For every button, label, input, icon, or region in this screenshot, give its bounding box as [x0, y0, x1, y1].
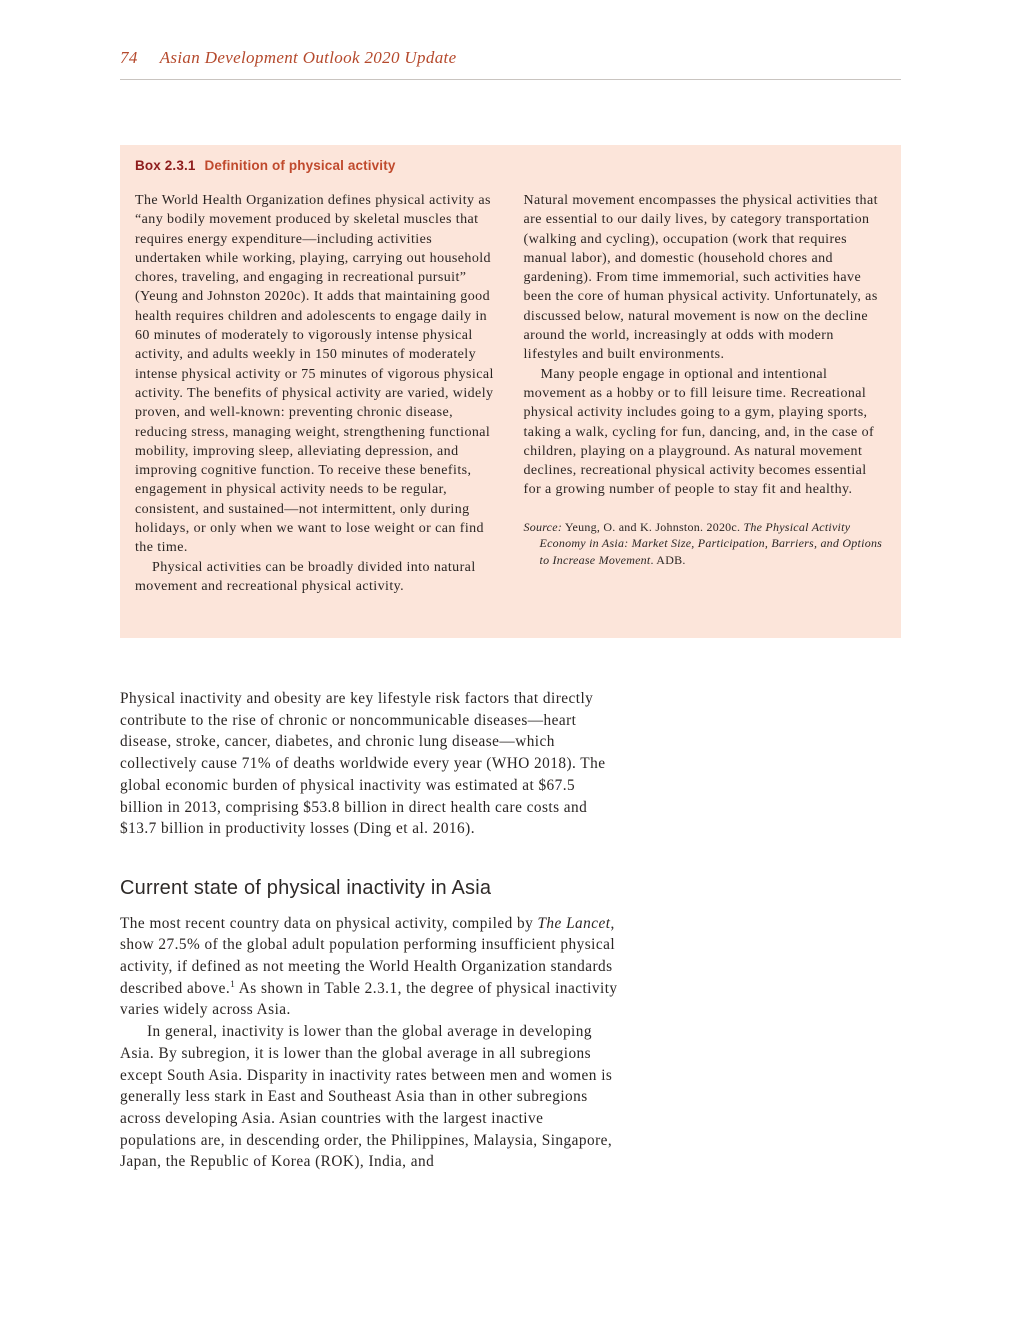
section-heading: Current state of physical inactivity in Asia	[120, 876, 492, 899]
box-2-3-1	[120, 145, 901, 638]
body-paragraph-1: Physical inactivity and obesity are key lifestyle risk factors that directly contribute to the rise of chronic or noncommunicable diseases—heart disease, stroke, cancer, diabetes, and chronic lung disease—which collectively cause 71% of deaths worldwide every year (WHO 2018). The global economic burden of physical inactivity was estimated at $67.5 billion in 2013, comprising $53.8 billion in direct health care costs and $13.7 billion in productivity losses (Ding et al. 2016).	[120, 690, 606, 838]
body-paragraph-2-mid: , show 27.5% of the global adult population performing insufficient physical activity, if defined as not meeting the World Health Organization standards described above.	[120, 914, 616, 997]
source-publisher: . ADB.	[650, 552, 686, 567]
box-columns	[135, 191, 886, 596]
body-paragraph-2-post: As shown in Table 2.3.1, the degree of physical inactivity varies widely across Asia.	[120, 979, 618, 1019]
running-title: Asian Development Outlook 2020 Update	[159, 48, 457, 67]
box-left-paragraph-1: The World Health Organization defines physical activity as “any bodily movement produced by skeletal muscles that requires energy expenditure—including activities undertaken while working, playing, carrying out household chores, traveling, and engaging in recreational pursuit” (Yeung and Johnston 2020c). It adds that maintaining good health requires children and adolescents to engage daily in 60 minutes of moderately to vigorously intense physical activity, and adults weekly in 150 minutes of moderately intense physical activity or 75 minutes of vigorous physical activity. The benefits of physical activity are varied, widely proven, and well-known: preventing chronic disease, reducing stress, managing weight, strengthening functional mobility, improving sleep, alleviating depression, and improving cognitive function. To receive these benefits, engagement in physical activity needs to be regular, consistent, and sustained—not intermittent, only during holidays, or only when we want to lose weight or can find the time.	[135, 193, 494, 556]
source-title: The Physical Activity Economy in Asia: Market Size, Participation, Barriers, and Options to Increase Movement	[539, 519, 883, 567]
body-paragraph-2-pre: The most recent country data on physical activity, compiled by	[120, 914, 538, 932]
body-paragraph-2	[120, 913, 618, 1022]
box-right-paragraph-1: Natural movement encompasses the physical activities that are essential to our daily lives, by category transportation (walking and cycling), occupation (work that requires manual labor), and domestic (household chores and gardening). From time immemorial, such activities have been the core of human physical activity. Unfortunately, as discussed below, natural movement is now on the decline around the world, increasingly at odds with modern lifestyles and built environments.	[523, 193, 878, 363]
box-left-paragraph-2: Physical activities can be broadly divided into natural movement and recreational physical activity.	[135, 559, 476, 594]
box-heading-text: Definition of physical activity	[204, 158, 396, 173]
box-left-column	[135, 191, 498, 596]
box-label: Box 2.3.1	[135, 158, 196, 173]
page-number: 74	[120, 48, 138, 67]
box-title	[135, 158, 886, 173]
footnote-marker: 1	[230, 979, 236, 990]
body-paragraph-3: In general, inactivity is lower than the global average in developing Asia. By subregion, it is lower than the global average in all subregions except South Asia. Disparity in inactivity rates between men and women is generally less stark in East and Southeast Asia than in other subregions across developing Asia. Asian countries with the largest inactive populations are, in descending order, the Philippines, Malaysia, Singapore, Japan, the Republic of Korea (ROK), India, and	[120, 1023, 613, 1171]
source-label: Source:	[523, 519, 563, 534]
box-right-paragraph-2: Many people engage in optional and intentional movement as a hobby or to fill leisure time. Recreational physical activity includes going to a gym, playing sports, taking a walk, cycling for fun, dancing, and, in the case of children, playing on a playground. As natural movement declines, recreational physical activity becomes essential for a growing number of people to stay fit and healthy.	[523, 366, 875, 498]
box-right-column	[524, 191, 887, 596]
header-rule	[120, 79, 901, 80]
main-text-column	[120, 688, 618, 1173]
source-authors: Yeung, O. and K. Johnston. 2020c.	[562, 519, 744, 534]
page-header	[120, 48, 457, 68]
lancet-italic: The Lancet	[537, 914, 611, 932]
box-source-note	[524, 519, 887, 569]
